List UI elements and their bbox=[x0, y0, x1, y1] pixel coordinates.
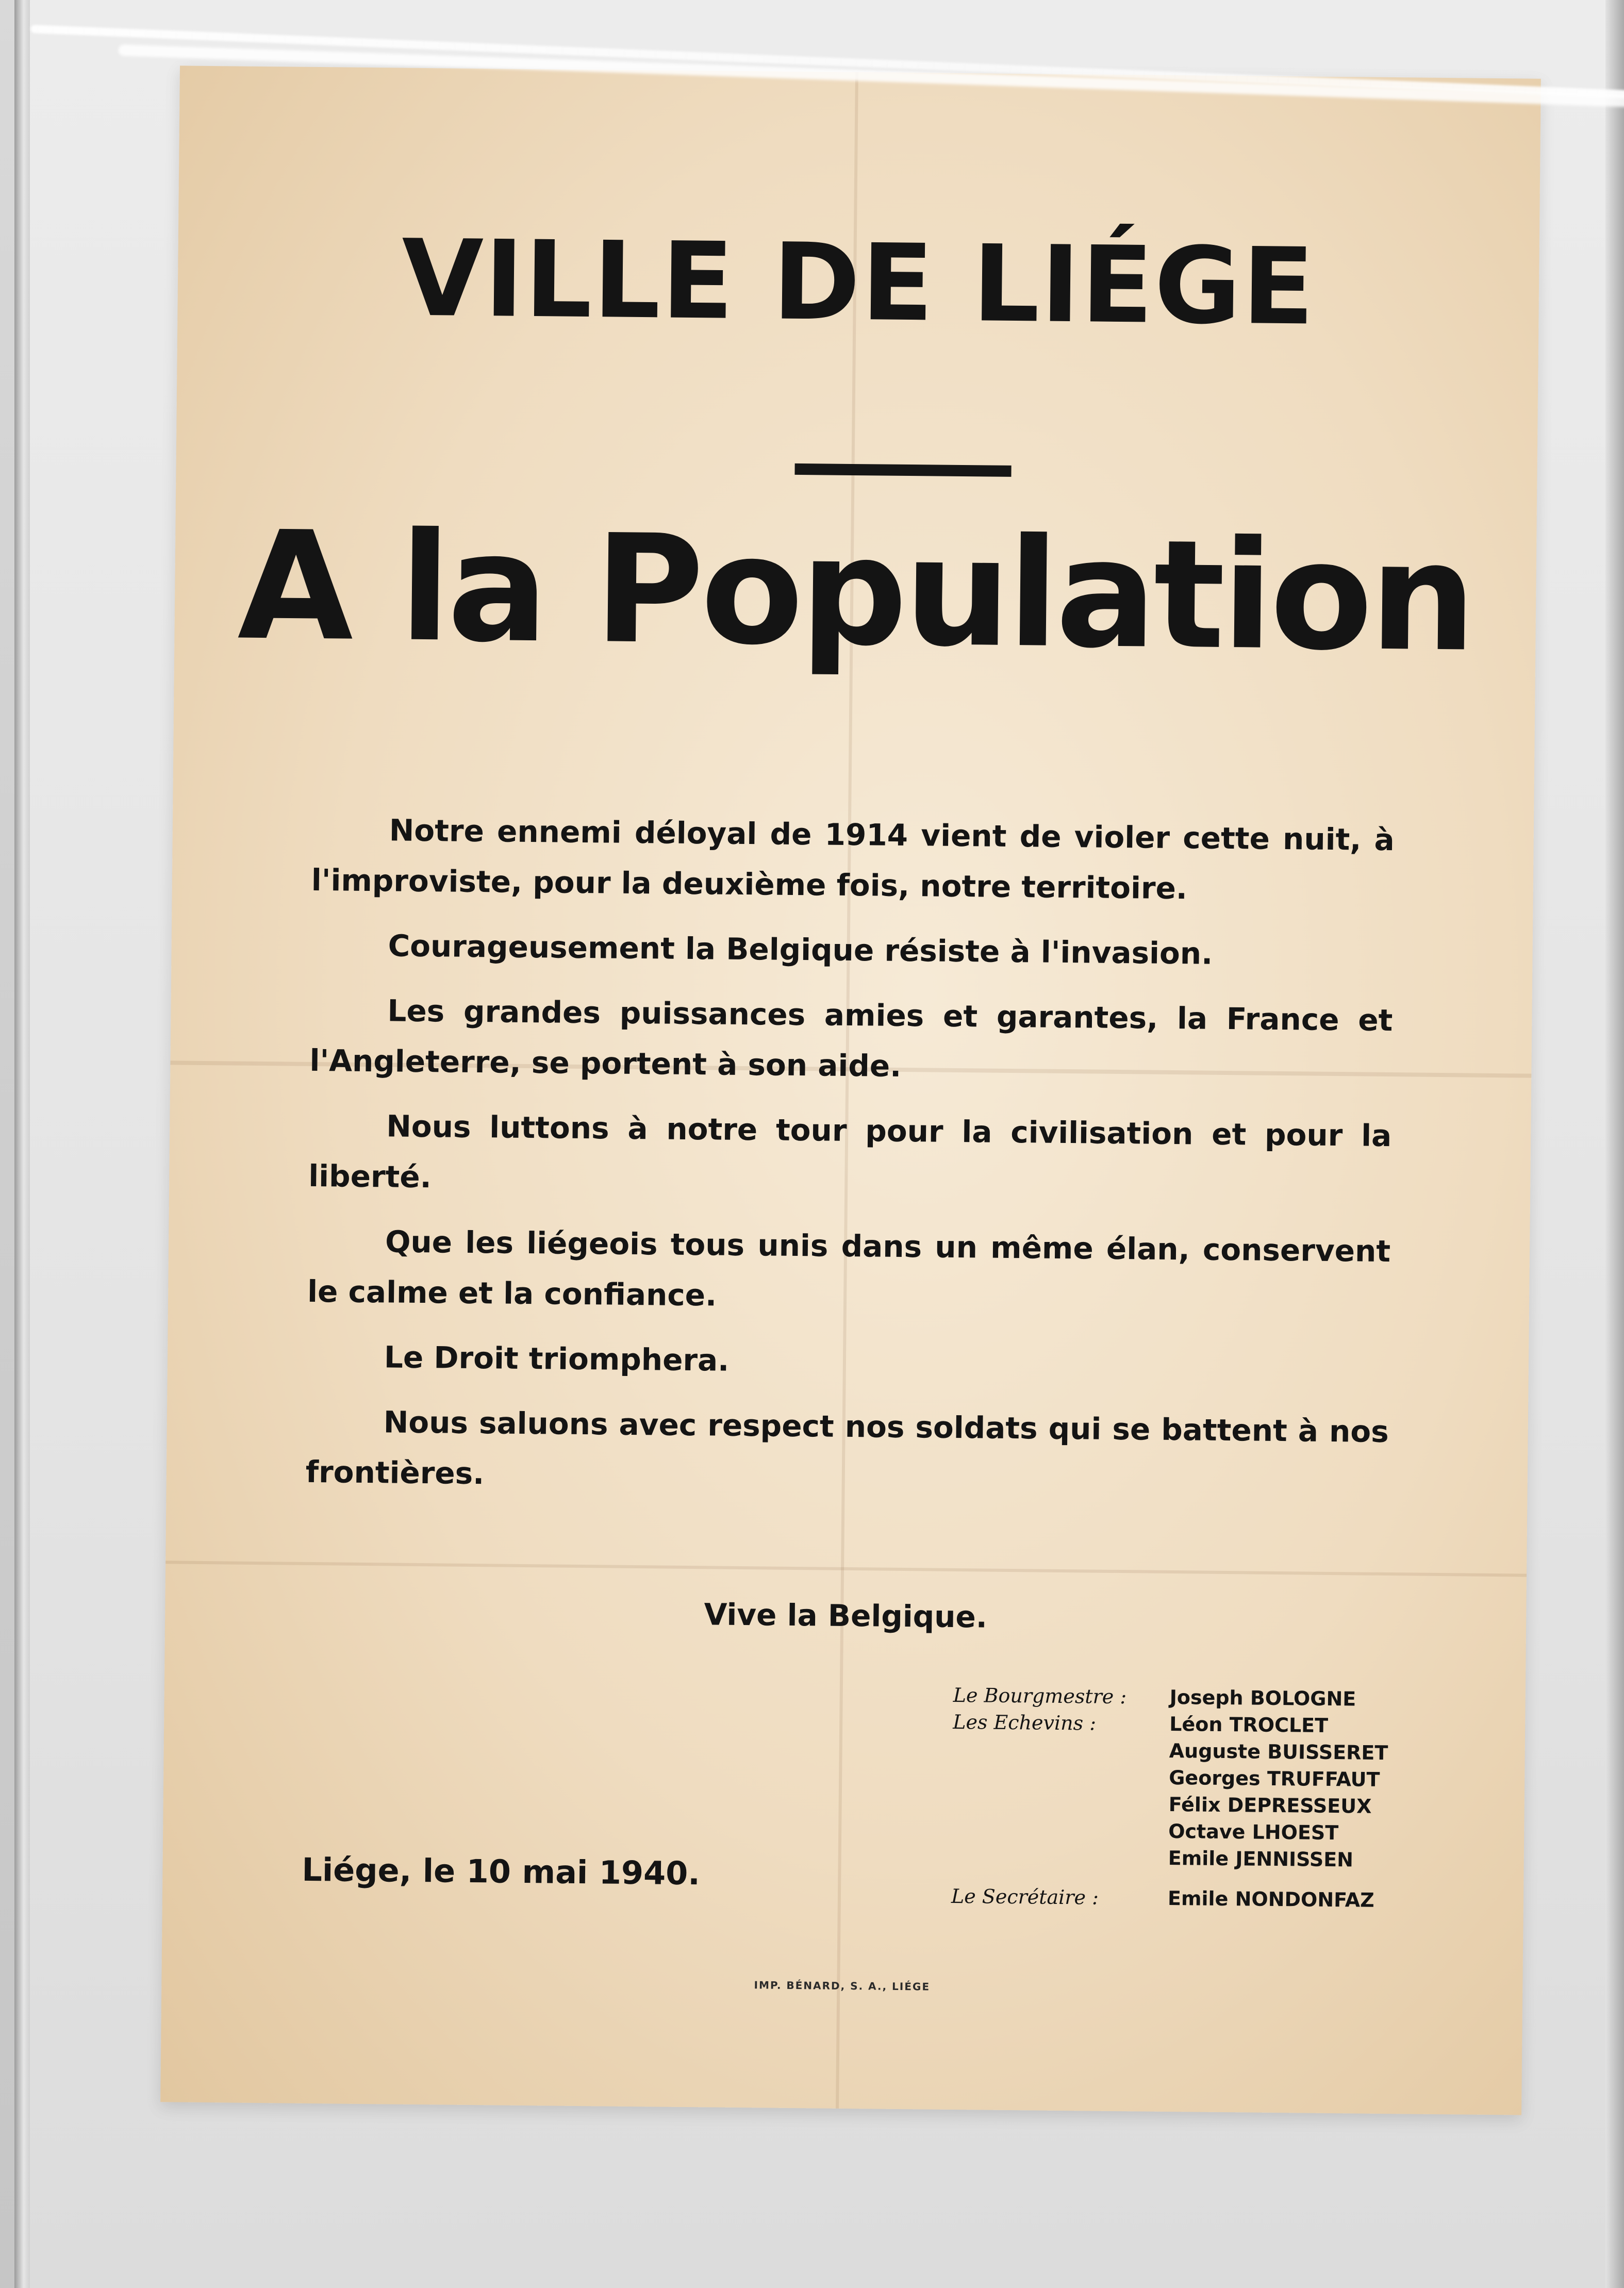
poster bbox=[160, 65, 1541, 2115]
signatures bbox=[951, 1682, 1469, 1915]
paragraph: Nous luttons à notre tour pour la civilisation et pour la liberté. bbox=[308, 1108, 1392, 1195]
alderman-name: Georges TRUFFAUT bbox=[1169, 1766, 1380, 1791]
title-divider bbox=[794, 463, 1011, 477]
frame-right-edge bbox=[1605, 0, 1624, 2288]
alderman-name: Emile JENNISSEN bbox=[1168, 1846, 1354, 1871]
alderman-name: Léon TROCLET bbox=[1169, 1712, 1329, 1737]
frame-left-edge bbox=[14, 0, 30, 2288]
aldermen-label: Les Echevins : bbox=[953, 1710, 1097, 1735]
alderman-name: Octave LHOEST bbox=[1168, 1819, 1339, 1845]
mayor-row bbox=[953, 1682, 1469, 1714]
secretary-label: Le Secrétaire : bbox=[951, 1884, 1099, 1909]
closing-line: Vive la Belgique. bbox=[704, 1597, 988, 1635]
proclamation-body bbox=[305, 804, 1395, 1522]
paragraph: Courageusement la Belgique résiste à l'invasion. bbox=[388, 928, 1213, 971]
fold-line bbox=[165, 1561, 1527, 1577]
mayor-label: Le Bourgmestre : bbox=[953, 1683, 1127, 1709]
printer-imprint: IMP. BÉNARD, S. A., LIÉGE bbox=[754, 1979, 931, 1993]
paragraph: Nous saluons avec respect nos soldats qui se battent à nos frontières. bbox=[305, 1404, 1389, 1491]
paragraph: Que les liégeois tous unis dans un même élan, conservent le calme et la confiance. bbox=[307, 1224, 1391, 1313]
mayor-name: Joseph BOLOGNE bbox=[1169, 1685, 1356, 1711]
secretary-row bbox=[951, 1883, 1467, 1915]
headline: A la Population bbox=[237, 499, 1474, 685]
aldermen-list bbox=[1168, 1711, 1388, 1873]
paragraph: Les grandes puissances amies et garantes, la France et l'Angleterre, se portent à son aide. bbox=[309, 993, 1393, 1084]
paragraph: Notre ennemi déloyal de 1914 vient de violer cette nuit, à l'improviste, pour la deuxième fois, notre territoire. bbox=[311, 813, 1395, 906]
paragraph: Le Droit triomphera. bbox=[384, 1339, 730, 1378]
alderman-name: Félix DEPRESSEUX bbox=[1168, 1793, 1372, 1818]
city-title: VILLE DE LIÉGE bbox=[401, 217, 1316, 349]
place-date: Liége, le 10 mai 1940. bbox=[302, 1850, 701, 1893]
secretary-name: Emile NONDONFAZ bbox=[1167, 1886, 1374, 1912]
aldermen-row bbox=[952, 1709, 1469, 1875]
alderman-name: Auguste BUISSERET bbox=[1169, 1739, 1388, 1765]
